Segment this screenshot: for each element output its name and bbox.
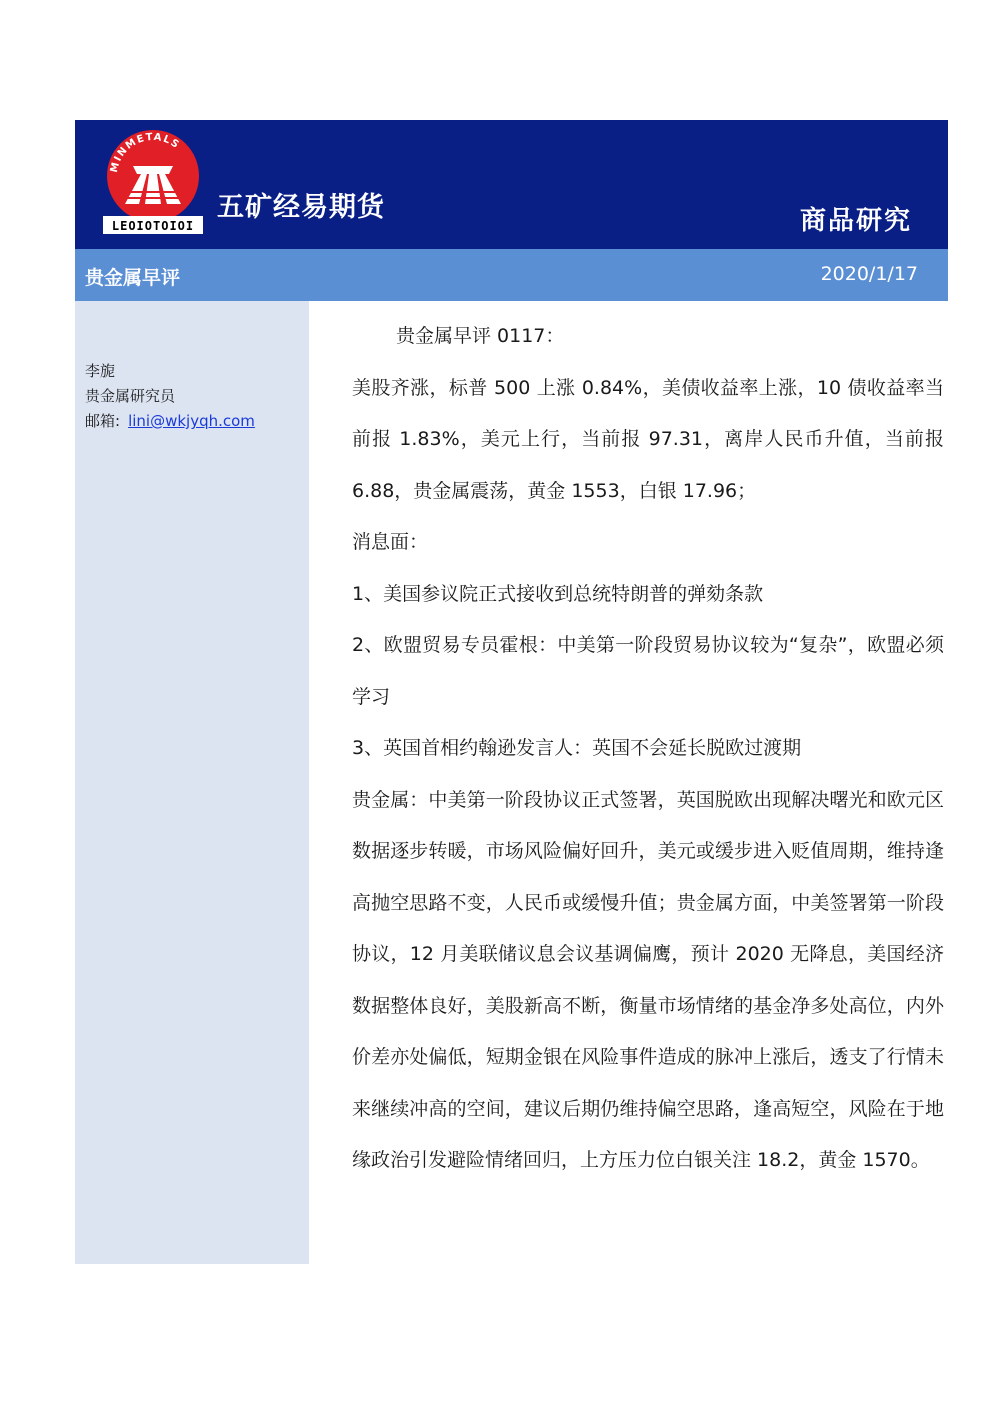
minmetals-logo [103,130,203,234]
sidebar [75,301,309,1264]
author-name: 李旎 [85,362,116,380]
news-item: 3、英国首相约翰逊发言人：英国不会延长脱欧过渡期 [352,737,802,759]
news-item: 1、美国参议院正式接收到总统特朗普的弹劾条款 [352,582,764,605]
news-item: 2、欧盟贸易专员霍根：中美第一阶段贸易协议较为“复杂”，欧盟必须学习 [352,634,944,708]
email-row [85,409,255,434]
report-type: 贵金属早评 [85,267,181,289]
subheader-band [75,249,948,301]
report-date: 2020/1/17 [820,263,918,285]
report-body [352,311,944,1187]
analysis-paragraph: 贵金属：中美第一阶段协议正式签署，英国脱欧出现解决曙光和欧元区数据逐步转暖，市场风险偏好回升，美元或缓步进入贬值周期，维持逢高抛空思路不变，人民币或缓慢升值；贵金属方面，中美签署第一阶段协议，12 月美联储议息会议基调偏鹰，预计 2020 无降息，美国经济数据整体良好，美股新高不断，衡量市场情绪的基金净多处高位，内外价差亦处偏低，短期金银在风险事件造成的脉冲上涨后，透支了行情未来继续冲高的空间，建议后期仍维持偏空思路，逢高短空，风险在于地缘政治引发避险情绪回归，上方压力位白银关注 18.2，黄金 1570。 [352,788,944,1171]
market-summary-paragraph: 美股齐涨，标普 500 上涨 0.84%，美债收益率上涨，10 债收益率当前报 1.83%，美元上行，当前报 97.31，离岸人民币升值，当前报 6.88，贵金属震荡，黄金 1553，白银 17.96； [352,376,944,502]
email-link[interactable]: lini@wkjyqh.com [128,412,255,430]
author-title: 贵金属研究员 [85,387,176,405]
logo-arc-text: MINMETALS [108,131,182,174]
section-name: 商品研究 [799,206,912,236]
email-label: 邮箱: [85,412,121,430]
company-name: 五矿经易期货 [217,192,385,223]
header-band [75,120,948,249]
news-heading: 消息面： [352,531,429,553]
logo-bottom-text: LEOIOTOIOI [111,219,195,233]
report-heading: 贵金属早评 0117： [396,325,565,347]
author-info [85,359,255,434]
